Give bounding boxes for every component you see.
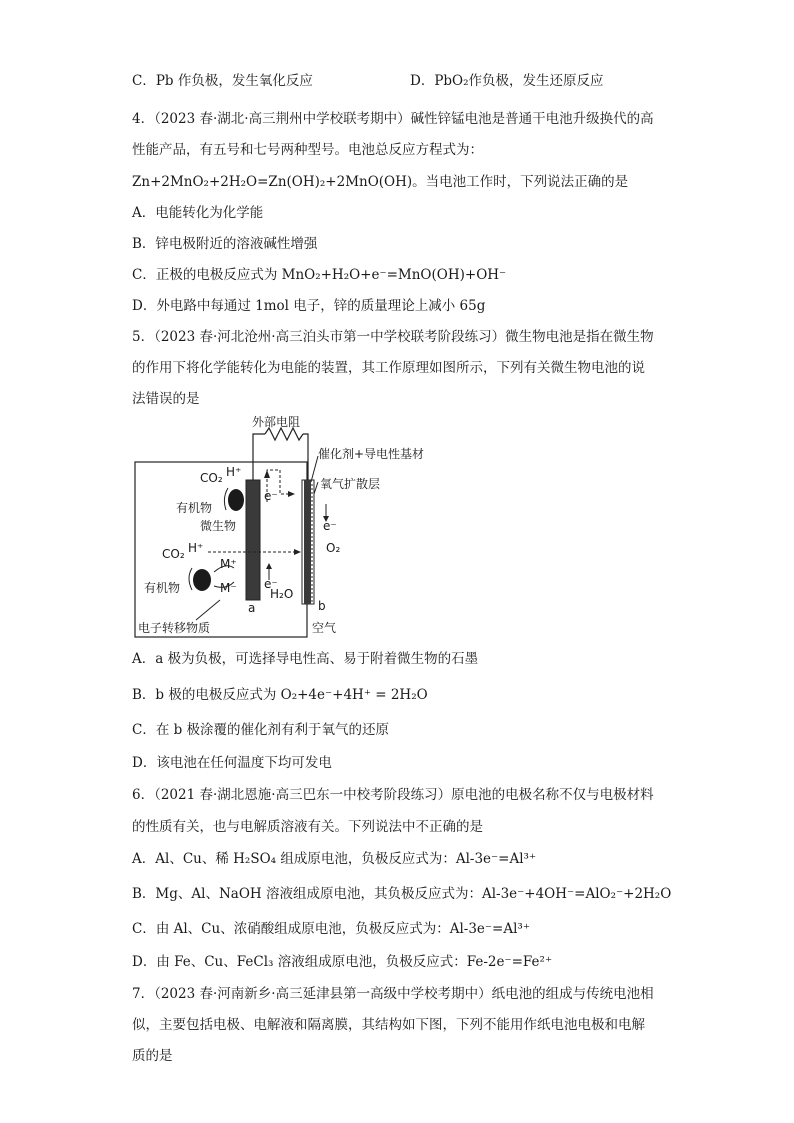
o2-label: O₂ [326, 541, 341, 555]
microbe-label: 微生物 [200, 519, 237, 533]
electrode-a [246, 480, 260, 600]
q4-option-c: C．正极的电极反应式为 MnO₂+H₂O+e⁻=MnO(OH)+OH⁻ [132, 267, 507, 283]
q4-option-a: A．电能转化为化学能 [132, 205, 264, 221]
q6-stem-line1: 6．（2021 春·湖北恩施·高三巴东一中校考阶段练习）原电池的电极名称不仅与电极材料 [132, 787, 654, 803]
organic-bottom: 有机物 [144, 581, 181, 595]
q4-option-d: D．外电路中每通过 1mol 电子，锌的质量理论上减小 65g [132, 298, 486, 314]
electron-arrow-right [288, 491, 295, 497]
resistor-label: 外部电阻 [252, 415, 301, 429]
electron-left-label: e⁻ [264, 489, 278, 503]
h-bottom: H⁺ [188, 541, 204, 555]
cell-container [135, 462, 307, 637]
q6-option-b: B．Mg、Al、NaOH 溶液组成原电池，其负极反应式为：Al-3e⁻+4OH⁻=AlO₂⁻+2H₂O [132, 886, 672, 902]
diffusion-leader [314, 482, 318, 494]
electrode-a-label: a [248, 601, 256, 615]
m-minus: M⁻ [220, 581, 237, 595]
q7-stem-line3: 质的是 [132, 1048, 173, 1064]
q3-option-d: D．PbO₂作负极，发生还原反应 [410, 73, 604, 89]
microbe-bottom [193, 569, 211, 591]
co2-bottom: CO₂ [162, 547, 185, 561]
q4-stem-line1: 4．（2023 春·湖北·高三荆州中学校联考期中）碱性锌锰电池是普通干电池升级换代的高 [132, 111, 654, 127]
q4-stem-line2: 性能产品，有五号和七号两种型号。电池总反应方程式为： [132, 142, 483, 158]
microbe-top [228, 489, 244, 511]
q5-option-c: C．在 b 极涂覆的催化剂有利于氧气的还原 [132, 722, 390, 738]
electrode-b-label: b [318, 599, 326, 613]
air-label: 空气 [312, 621, 337, 635]
q5-option-d: D．该电池在任何温度下均可发电 [132, 755, 332, 771]
m-plus: M⁺ [220, 557, 237, 571]
q5-option-b: B．b 极的电极反应式为 O₂+4e⁻+4H⁺ = 2H₂O [132, 687, 428, 703]
curved-arrow-top [224, 488, 228, 510]
q4-option-b: B．锌电极附近的溶液碱性增强 [132, 236, 318, 252]
q5-option-a: A．a 极为负极，可选择导电性高、易于附着微生物的石墨 [132, 651, 479, 667]
catalyst-leader [311, 456, 318, 482]
q4-stem-line3: Zn+2MnO₂+2H₂O=Zn(OH)₂+2MnO(OH)。当电池工作时，下列说法正确的是 [132, 174, 629, 190]
catalyst-label: 催化剂+导电性基材 [318, 447, 425, 461]
q6-option-a: A．Al、Cu、稀 H₂SO₄ 组成原电池，负极反应式为：Al-3e⁻=Al³⁺ [132, 851, 537, 867]
diffusion-label: 氧气扩散层 [320, 477, 381, 491]
transfer-pointer [196, 600, 220, 620]
microbial-cell-diagram [130, 412, 460, 642]
electron-right-label: e⁻ [323, 519, 337, 533]
h2o-label: H₂O [270, 587, 294, 601]
q6-stem-line2: 的性质有关，也与电解质溶液有关。下列说法中不正确的是 [132, 819, 483, 835]
q6-option-d: D．由 Fe、Cu、FeCl₃ 溶液组成原电池，负极反应式：Fe-2e⁻=Fe²⁺ [132, 954, 553, 970]
q5-stem-line1: 5．（2023 春·河北沧州·高三泊头市第一中学校联考阶段练习）微生物电池是指在微生物 [132, 329, 654, 345]
q5-stem-line2: 的作用下将化学能转化为电能的装置，其工作原理如图所示，下列有关微生物电池的说 [132, 360, 645, 376]
curved-arrow-bottom [189, 568, 192, 590]
co2-top: CO₂ [200, 471, 223, 485]
q7-stem-line2: 似，主要包括电极、电解液和隔离膜，其结构如下图，下列不能用作纸电池电极和电解 [132, 1017, 645, 1033]
electron-lower-label: e⁻ [264, 577, 278, 591]
q5-stem-line3: 法错误的是 [132, 391, 200, 407]
q3-option-c: C．Pb 作负极，发生氧化反应 [132, 73, 313, 89]
electrode-b-core [304, 480, 311, 604]
resistor-symbol [265, 428, 303, 440]
proton-arrow [294, 549, 301, 555]
electron-transfer-label: 电子转移物质 [138, 621, 211, 635]
lower-electron-arrowhead [266, 563, 272, 569]
q6-option-c: C．由 Al、Cu、浓硝酸组成原电池，负极反应式为：Al-3e⁻=Al³⁺ [132, 921, 530, 937]
wire-left [253, 434, 265, 480]
organic-top: 有机物 [176, 501, 213, 515]
h-top: H⁺ [226, 465, 242, 479]
electron-arrow-up [264, 470, 270, 478]
q7-stem-line1: 7．（2023 春·河南新乡·高三延津县第一高级中学校考期中）纸电池的组成与传统电池相 [132, 986, 654, 1002]
